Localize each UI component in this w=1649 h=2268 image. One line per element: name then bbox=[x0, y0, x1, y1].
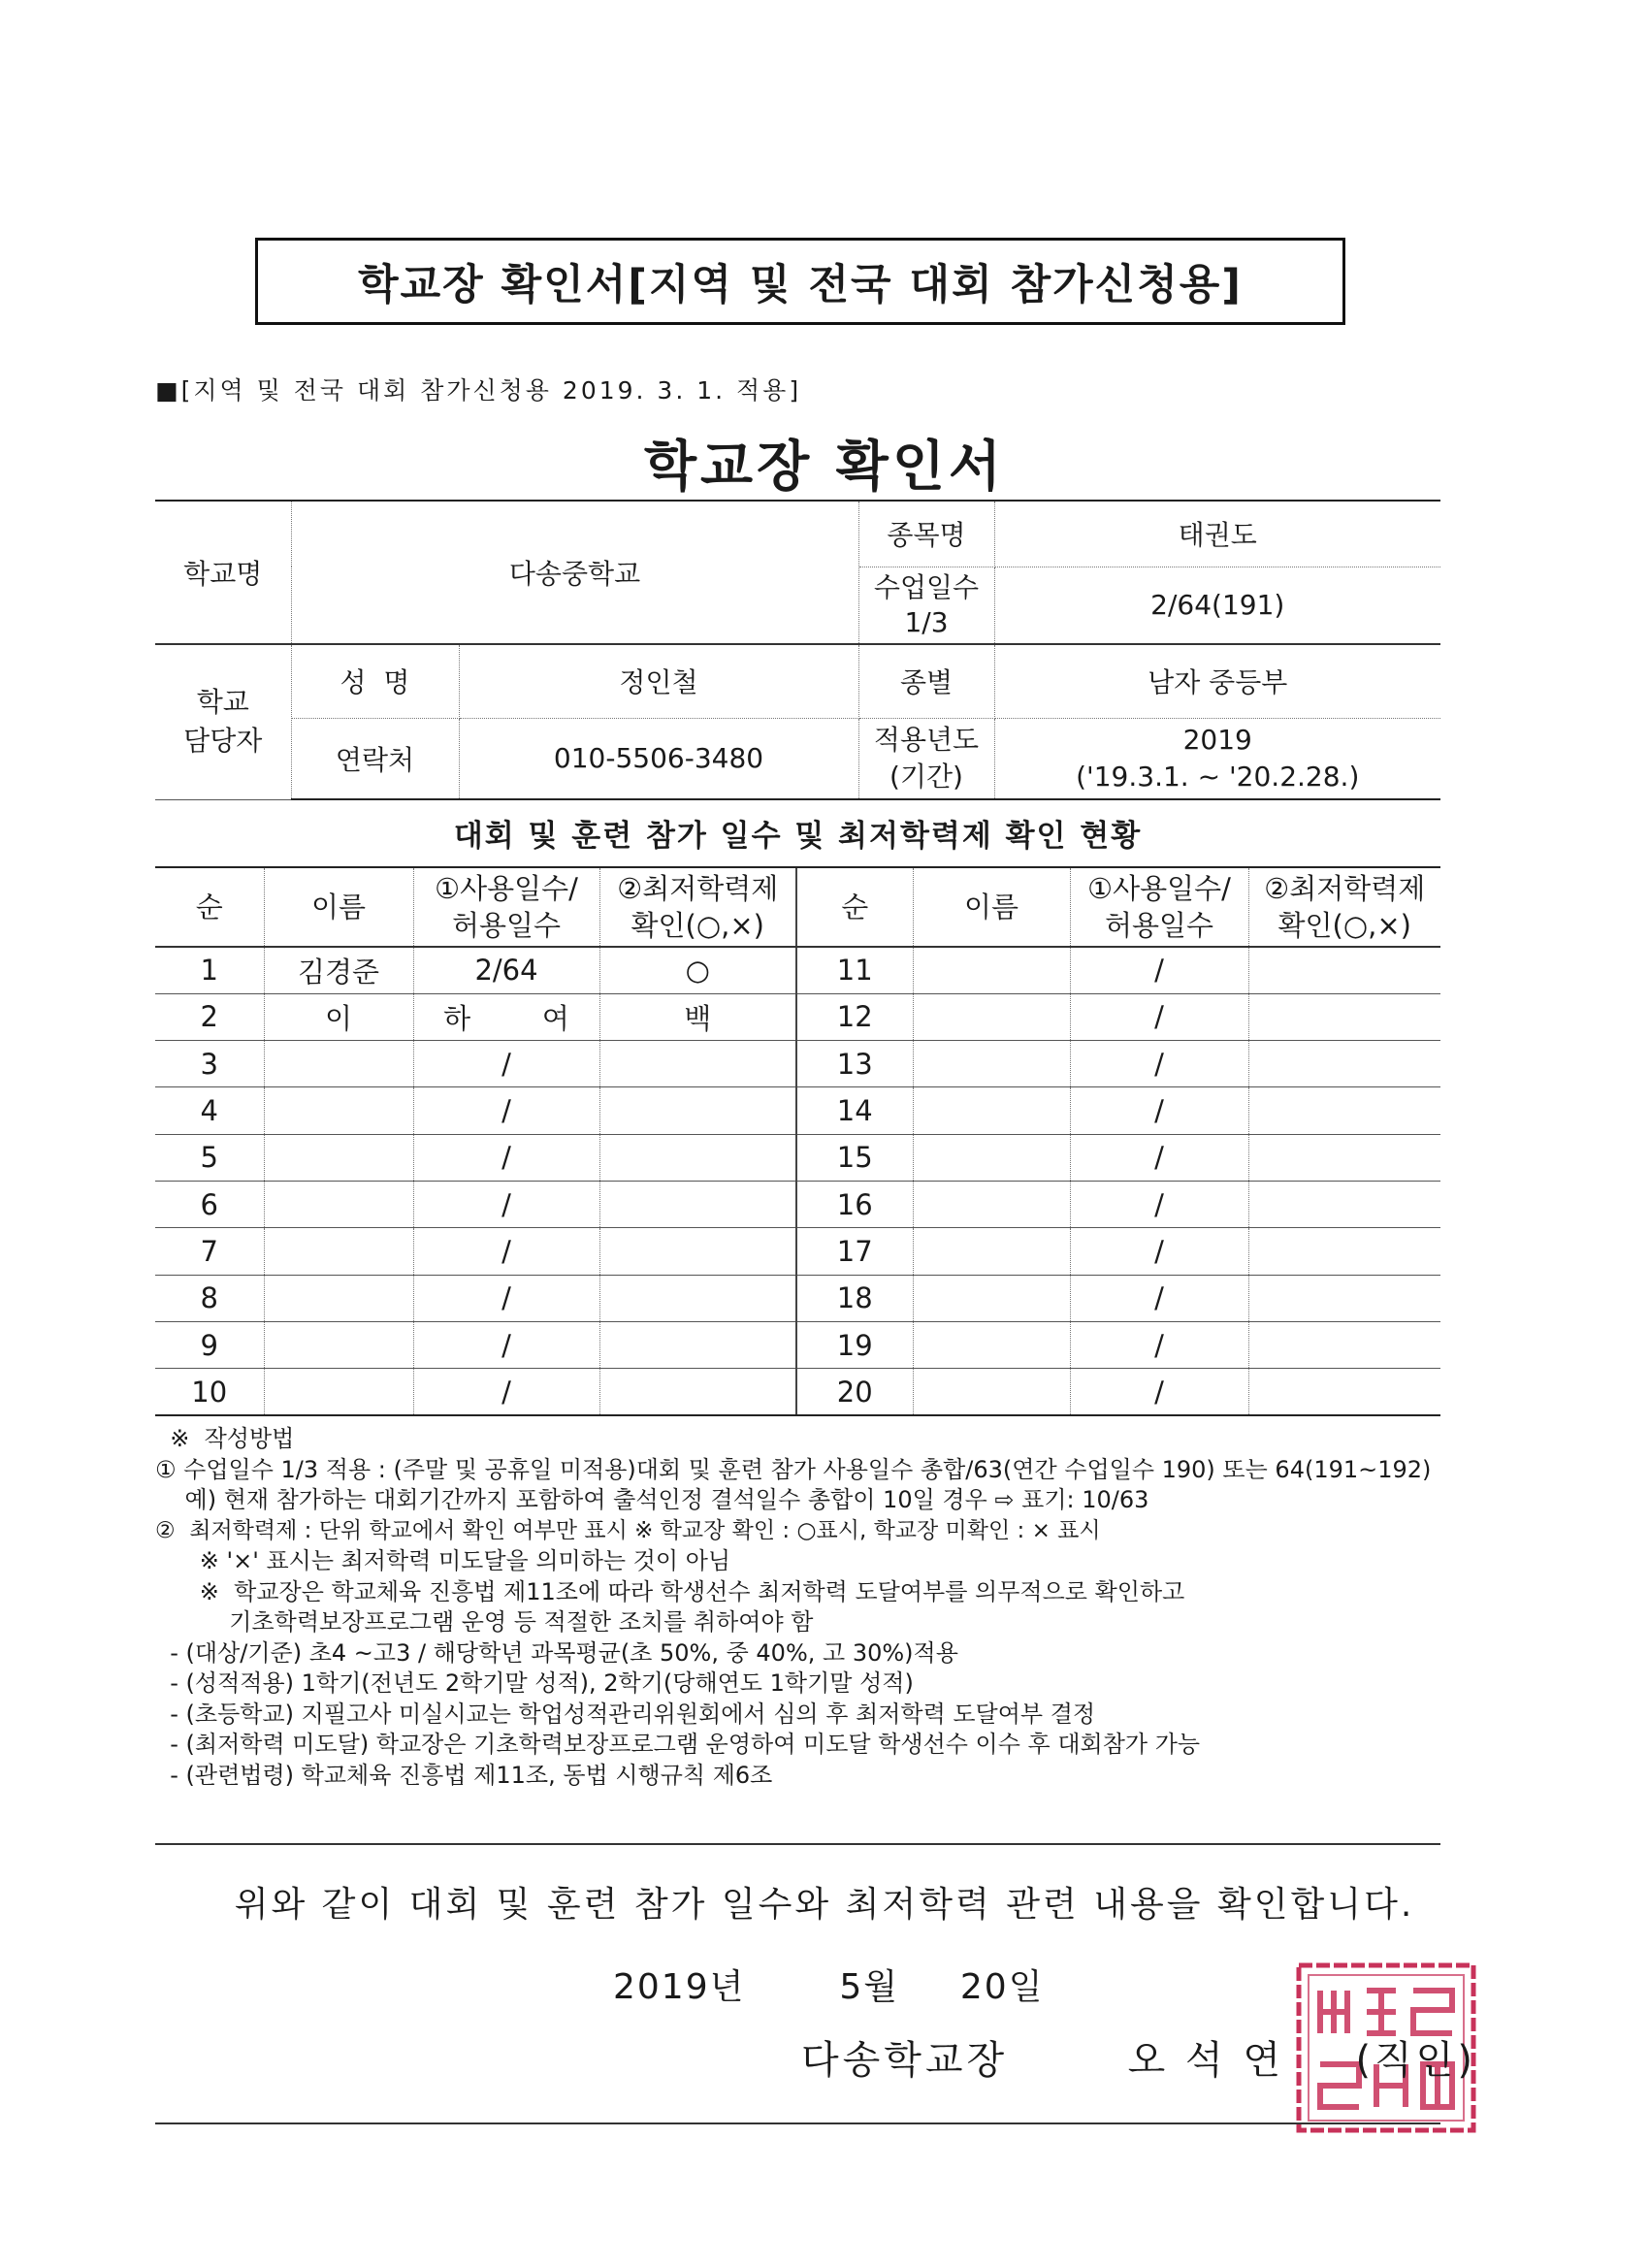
school-info-table bbox=[155, 500, 1440, 800]
row-name bbox=[264, 1321, 413, 1368]
row-name: 김경준 bbox=[264, 947, 413, 993]
row-days-right: / bbox=[1070, 1041, 1248, 1087]
row-no-right: 17 bbox=[796, 1228, 913, 1275]
row-name bbox=[264, 1275, 413, 1321]
row-days: / bbox=[413, 1321, 599, 1368]
table-row bbox=[155, 947, 1440, 993]
row-check-right bbox=[1248, 947, 1440, 993]
row-check-right bbox=[1248, 1228, 1440, 1275]
row-name-right bbox=[913, 1275, 1070, 1321]
row-no: 1 bbox=[155, 947, 264, 993]
divider bbox=[155, 1843, 1440, 1845]
division-label: 종별 bbox=[858, 644, 994, 718]
date-year: 2019년 bbox=[613, 1967, 746, 2007]
row-check-right bbox=[1248, 1181, 1440, 1227]
principal-signature bbox=[801, 2029, 1476, 2085]
row-no: 7 bbox=[155, 1228, 264, 1275]
row-days-right: / bbox=[1070, 947, 1248, 993]
row-no-right: 13 bbox=[796, 1041, 913, 1087]
row-name bbox=[264, 1369, 413, 1415]
table-row bbox=[155, 1228, 1440, 1275]
row-days-right: / bbox=[1070, 1275, 1248, 1321]
form-version-note: ■[지역 및 전국 대회 참가신청용 2019. 3. 1. 적용] bbox=[155, 376, 802, 405]
note-line: 예) 현재 참가하는 대회기간까지 포함하여 출석인정 결석일수 총합이 10일 경우 ⇨ 표기: 10/63 bbox=[155, 1486, 1149, 1513]
row-check bbox=[599, 1134, 796, 1181]
row-check-right bbox=[1248, 1134, 1440, 1181]
row-no: 8 bbox=[155, 1275, 264, 1321]
table-row bbox=[155, 1087, 1440, 1134]
row-name-right bbox=[913, 1369, 1070, 1415]
table-row bbox=[155, 1134, 1440, 1181]
row-days-right: / bbox=[1070, 1134, 1248, 1181]
row-check bbox=[599, 1087, 796, 1134]
table-row bbox=[155, 1181, 1440, 1227]
row-no-right: 12 bbox=[796, 993, 913, 1040]
manager-name-value: 정인철 bbox=[459, 644, 858, 718]
class-days-label bbox=[858, 567, 994, 644]
row-no-right: 15 bbox=[796, 1134, 913, 1181]
row-check-right bbox=[1248, 1041, 1440, 1087]
sport-value: 태권도 bbox=[994, 501, 1440, 567]
row-days: 2/64 bbox=[413, 947, 599, 993]
row-check-right bbox=[1248, 1087, 1440, 1134]
row-name: 이 bbox=[264, 993, 413, 1040]
row-name-right bbox=[913, 993, 1070, 1040]
row-days: / bbox=[413, 1087, 599, 1134]
form-title-box: 학교장 확인서[지역 및 전국 대회 참가신청용] bbox=[255, 238, 1345, 325]
attendance-header-row bbox=[155, 867, 1440, 947]
row-no-right: 19 bbox=[796, 1321, 913, 1368]
row-days-right: / bbox=[1070, 1369, 1248, 1415]
school-name-label: 학교명 bbox=[155, 501, 291, 644]
row-check bbox=[599, 1275, 796, 1321]
row-name-right bbox=[913, 1181, 1070, 1227]
principal-title: 다송학교장 bbox=[801, 2038, 1009, 2083]
row-days: / bbox=[413, 1275, 599, 1321]
table-row bbox=[155, 1321, 1440, 1368]
table-row bbox=[155, 1275, 1440, 1321]
row-check-right bbox=[1248, 1321, 1440, 1368]
class-days-label-text: 수업일수 1/3 bbox=[873, 570, 980, 638]
row-check: 백 bbox=[599, 993, 796, 1040]
row-no-right: 18 bbox=[796, 1275, 913, 1321]
note-line: - (성적적용) 1학기(전년도 2학기말 성적), 2학기(당해연도 1학기말 성적) bbox=[155, 1669, 914, 1697]
row-no: 10 bbox=[155, 1369, 264, 1415]
attendance-section-title: 대회 및 훈련 참가 일수 및 최저학력제 확인 현황 bbox=[453, 818, 1143, 854]
row-check bbox=[599, 1181, 796, 1227]
row-check bbox=[599, 1321, 796, 1368]
row-check-right bbox=[1248, 1275, 1440, 1321]
confirmation-statement: 위와 같이 대회 및 훈련 참가 일수와 최저학력 관련 내용을 확인합니다. bbox=[234, 1885, 1415, 1925]
row-no: 9 bbox=[155, 1321, 264, 1368]
row-no-right: 14 bbox=[796, 1087, 913, 1134]
division-value: 남자 중등부 bbox=[994, 644, 1440, 718]
row-check-right bbox=[1248, 1369, 1440, 1415]
row-check-right bbox=[1248, 993, 1440, 1040]
divider-bottom bbox=[155, 2122, 1440, 2124]
note-line: ② 최저학력제 : 단위 학교에서 확인 여부만 표시 ※ 학교장 확인 : ○표시, 학교장 미확인 : × 표시 bbox=[155, 1517, 1101, 1543]
manager-name-label: 성 명 bbox=[291, 644, 459, 718]
col-header-name: 이름 bbox=[264, 867, 413, 947]
row-check bbox=[599, 1041, 796, 1087]
row-name bbox=[264, 1087, 413, 1134]
seal-label: (직인) bbox=[1355, 2038, 1476, 2083]
manager-label-text: 학교 담당자 bbox=[183, 686, 263, 758]
row-no-right: 20 bbox=[796, 1369, 913, 1415]
row-days: / bbox=[413, 1134, 599, 1181]
row-days-right: / bbox=[1070, 993, 1248, 1040]
attendance-table bbox=[155, 866, 1440, 1416]
note-line: ※ '×' 표시는 최저학력 미도달을 의미하는 것이 아님 bbox=[155, 1547, 731, 1574]
row-days-right: / bbox=[1070, 1181, 1248, 1227]
apply-year-value bbox=[994, 718, 1440, 799]
note-line: - (관련법령) 학교체육 진흥법 제11조, 동법 시행규칙 제6조 bbox=[155, 1761, 773, 1789]
row-days: 하 여 bbox=[413, 993, 599, 1040]
row-days: / bbox=[413, 1228, 599, 1275]
table-row bbox=[155, 1041, 1440, 1087]
row-no-right: 11 bbox=[796, 947, 913, 993]
row-name bbox=[264, 1134, 413, 1181]
row-name-right bbox=[913, 1228, 1070, 1275]
contact-value: 010-5506-3480 bbox=[459, 718, 858, 799]
page-title: 학교장 확인서 bbox=[643, 436, 1006, 499]
note-line: ※ 작성방법 bbox=[155, 1425, 295, 1452]
row-no: 2 bbox=[155, 993, 264, 1040]
table-row bbox=[155, 993, 1440, 1040]
row-name bbox=[264, 1228, 413, 1275]
row-no: 6 bbox=[155, 1181, 264, 1227]
note-line: - (최저학력 미도달) 학교장은 기초학력보장프로그램 운영하여 미도달 학생선수 이수 후 대회참가 가능 bbox=[155, 1731, 1201, 1758]
row-days-right: / bbox=[1070, 1321, 1248, 1368]
col-header-name-right: 이름 bbox=[913, 867, 1070, 947]
apply-period: ('19.3.1. ~ '20.2.28.) bbox=[1076, 760, 1360, 793]
row-name-right bbox=[913, 1321, 1070, 1368]
col-header-check: ②최저학력제 확인(○,×) bbox=[599, 867, 796, 947]
row-days-right: / bbox=[1070, 1087, 1248, 1134]
row-check bbox=[599, 1228, 796, 1275]
col-header-days-right: ①사용일수/ 허용일수 bbox=[1070, 867, 1248, 947]
row-name bbox=[264, 1041, 413, 1087]
principal-name: 오 석 연 bbox=[1127, 2038, 1284, 2083]
row-no: 3 bbox=[155, 1041, 264, 1087]
row-name-right bbox=[913, 1041, 1070, 1087]
col-header-no-right: 순 bbox=[796, 867, 913, 947]
class-days-value: 2/64(191) bbox=[994, 567, 1440, 644]
row-days-right: / bbox=[1070, 1228, 1248, 1275]
col-header-no: 순 bbox=[155, 867, 264, 947]
row-days: / bbox=[413, 1181, 599, 1227]
row-days: / bbox=[413, 1369, 599, 1415]
apply-year-label-text: 적용년도 (기간) bbox=[873, 723, 980, 793]
note-line: - (초등학교) 지필고사 미실시교는 학업성적관리위원회에서 심의 후 최저학력 도달여부 결정 bbox=[155, 1700, 1096, 1728]
row-name bbox=[264, 1181, 413, 1227]
row-days: / bbox=[413, 1041, 599, 1087]
manager-label bbox=[155, 644, 291, 799]
date-day: 20일 bbox=[959, 1967, 1045, 2007]
table-row bbox=[155, 1369, 1440, 1415]
apply-year: 2019 bbox=[1182, 723, 1252, 756]
school-name-value: 다송중학교 bbox=[291, 501, 858, 644]
row-name-right bbox=[913, 1087, 1070, 1134]
date-month: 5월 bbox=[839, 1967, 899, 2007]
row-no-right: 16 bbox=[796, 1181, 913, 1227]
row-check bbox=[599, 1369, 796, 1415]
row-name-right bbox=[913, 947, 1070, 993]
row-name-right bbox=[913, 1134, 1070, 1181]
note-line: ※ 학교장은 학교체육 진흥법 제11조에 따라 학생선수 최저학력 도달여부를 의무적으로 확인하고 bbox=[155, 1577, 1185, 1605]
row-no: 5 bbox=[155, 1134, 264, 1181]
sport-label: 종목명 bbox=[858, 501, 994, 567]
col-header-days: ①사용일수/ 허용일수 bbox=[413, 867, 599, 947]
contact-label: 연락처 bbox=[291, 718, 459, 799]
attendance-table-body bbox=[155, 867, 1440, 1415]
note-line: - (대상/기준) 초4 ~고3 / 해당학년 과목평균(초 50%, 중 40%, 고 30%)적용 bbox=[155, 1638, 958, 1667]
row-check: ○ bbox=[599, 947, 796, 993]
col-header-check-right: ②최저학력제 확인(○,×) bbox=[1248, 867, 1440, 947]
apply-year-label bbox=[858, 718, 994, 799]
signature-date bbox=[613, 1960, 1045, 2009]
row-no: 4 bbox=[155, 1087, 264, 1134]
note-line: ① 수업일수 1/3 적용 : (주말 및 공휴일 미적용)대회 및 훈련 참가 사용일수 총합/63(연간 수업일수 190) 또는 64(191~192) bbox=[155, 1455, 1432, 1483]
writing-instructions bbox=[155, 1424, 1445, 1791]
note-line: 기초학력보장프로그램 운영 등 적절한 조치를 취하여야 함 bbox=[155, 1608, 814, 1636]
